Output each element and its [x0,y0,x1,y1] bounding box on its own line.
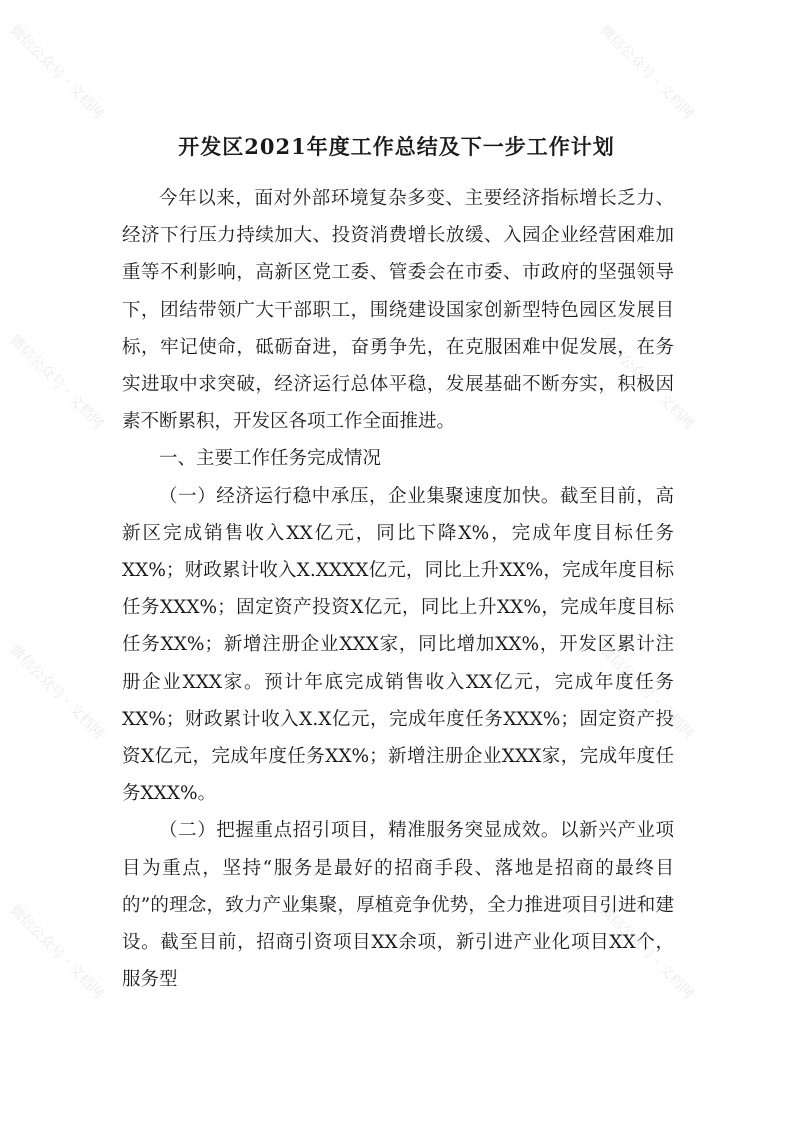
paragraph-economy: （一）经济运行稳中承压，企业集聚速度加快。截至目前，高新区完成销售收入XX亿元，同比下降X%，完成年度目标任务XX%；财政累计收入X.XXXX亿元，同比上升XX%，完成年度目标任务XXX%；固定资产投资X亿元，同比上升XX%，完成年度目标任务XX%；新增注册企业XXX家，同比增加XX%，开发区累计注册企业XXX家。预计年底完成销售收入XX亿元，完成年度任务XX%；财政累计收入X.X亿元，完成年度任务XXX%；固定资产投资X亿元，完成年度任务XX%；新增注册企业XXX家，完成年度任务XXX%。 [122,485,674,805]
watermark: 微信公众号 · 文档网 [596,902,697,1003]
section-heading: 一、主要工作任务完成情况 [159,448,382,470]
watermark: 微信公众号 · 文档网 [6,642,107,743]
paragraph-projects: （二）把握重点招引项目，精准服务突显成效。以新兴产业项目为重点，坚持“服务是最好的招商手段、落地是招商的最终目的”的理念，致力产业集聚，厚植竞争优势，全力推进项目引进和建设。截至目前，招商引资项目XX余项，新引进产业化项目XX个，服务型 [122,820,674,991]
watermark: 微信公众号 · 文档网 [596,332,697,433]
paragraph-intro: 今年以来，面对外部环境复杂多变、主要经济指标增长乏力、经济下行压力持续加大、投资消费增长放缓、入园企业经营困难加重等不利影响，高新区党工委、管委会在市委、市政府的坚强领导下，团结带领广大干部职工，围绕建设国家创新型特色园区发展目标，牢记使命，砥砺奋进，奋勇争先，在克服困难中促发展，在务实进取中求突破，经济运行总体平稳，发展基础不断夯实，积极因素不断累积，开发区各项工作全面推进。 [122,188,674,433]
document-title: 开发区2021年度工作总结及下一步工作计划 [178,134,615,159]
watermark: 微信公众号 · 文档网 [6,22,107,123]
watermark: 微信公众号 · 文档网 [6,332,107,433]
watermark: 微信公众号 · 文档网 [596,22,697,123]
watermark: 微信公众号 · 文档网 [6,902,107,1003]
watermark: 微信公众号 · 文档网 [596,642,697,743]
document-body [122,180,674,998]
